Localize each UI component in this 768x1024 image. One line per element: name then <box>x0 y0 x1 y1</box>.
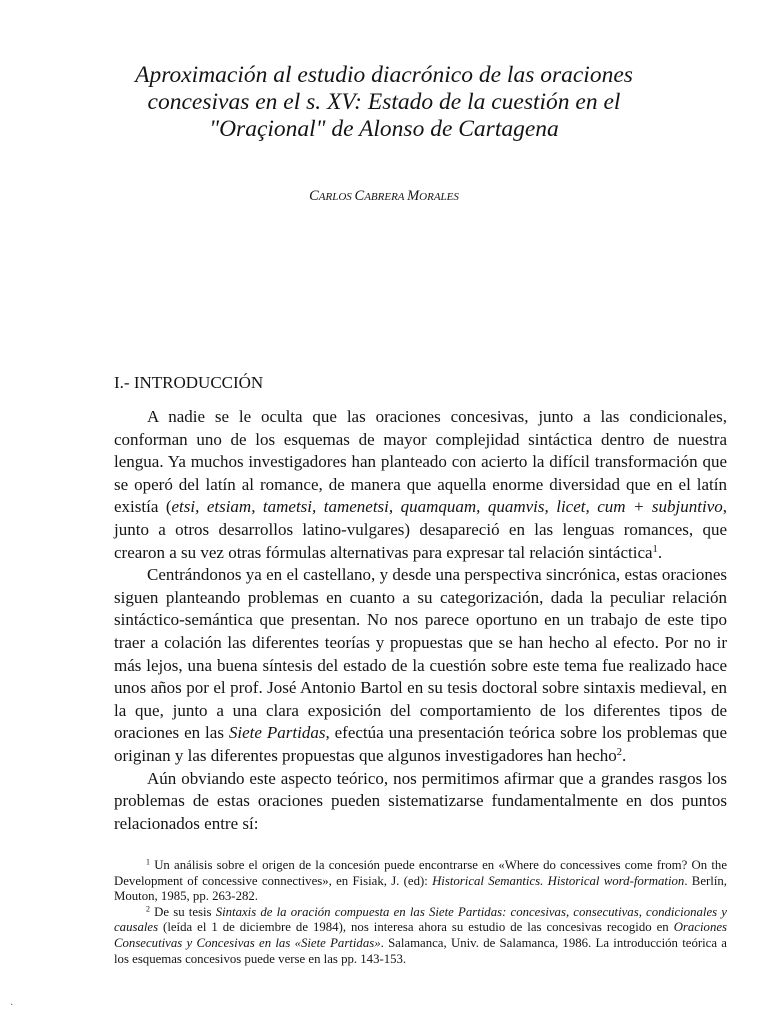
footnote-2 <box>114 905 727 967</box>
scan-mark: · <box>10 1000 14 1011</box>
footnote-2-text-e: . Salamanca, Univ. de Salamanca, 1986. La introducción teórica a los esquemas concesivos puede verse en las pp. 143-153. <box>114 935 727 966</box>
body-text <box>114 406 727 835</box>
footnote-2-text-c: (leída el 1 de diciembre de 1984), nos interesa ahora su estudio de las concesivas recogido en <box>158 920 674 935</box>
footnotes <box>114 858 727 967</box>
author-smallcaps-2: ABRERA <box>364 191 408 203</box>
author-initial-2: C <box>354 188 365 204</box>
p2-text-a: Centrándonos ya en el castellano, y desde una perspectiva sincrónica, estas oraciones siguen planteando problemas en cuanto a su categorización, dada la peculiar relación sintáctico-semántica que presentan. No nos parece oportuno en un trabajo de este tipo traer a colación las diferentes teorías y propuestas que se han hecho al efecto. Por no ir más lejos, una buena síntesis del estado de la cuestión sobre este tema fue realizado hace unos años por el prof. José Antonio Bartol en su tesis doctoral sobre sintaxis medieval, en la que, junto a una clara exposición del comportamiento de los diferentes tipos de oraciones en las <box>114 565 727 743</box>
footnote-1-text-a: Un análisis sobre el origen de la concesión puede encontrarse en «Where do concessives come from? On the Development of concessive connectives», en Fisiak, J. (ed): <box>114 858 727 888</box>
footnote-2-italic-1: Sintaxis de la oración compuesta en las Siete Partidas: concesivas, consecutivas, condicionales y causales <box>114 904 727 935</box>
footnote-1-text-c: . Berlín, Mouton, 1985, pp. 263-282. <box>114 873 727 904</box>
title-line-1: Aproximación al estudio diacrónico de las oraciones <box>135 62 633 88</box>
paragraph-2: Centrándonos ya en el castellano, y desde una perspectiva sincrónica, estas oraciones siguen planteando problemas en cuanto a su categorización, dada la peculiar relación sintáctico-semántica que presentan. No nos parece oportuno en un trabajo de este tipo traer a colación las diferentes teorías y propuestas que se han hecho al efecto. Por no ir más lejos, una buena síntesis del estado de la cuestión sobre este tema fue realizado hace unos años por el prof. José Antonio Bartol en su tesis doctoral sobre sintaxis medieval, en la que, junto a una clara exposición del comportamiento de los diferentes tipos de oraciones en las Siete Partidas, efectúa una presentación teórica sobre los problemas que originan y las diferentes propuestas que algunos investigadores han hecho$^2$. <box>114 565 727 765</box>
p2-italic-title: Siete Partidas <box>228 723 326 743</box>
author-smallcaps-3: ORALES <box>419 191 459 203</box>
p1-text-c: , junto a otros desarrollos latino-vulgares) desapareció en las lenguas romances, que crearon a su vez otras fórmulas alternativas para expresar tal relación sintáctica <box>114 497 727 562</box>
footnote-1 <box>114 858 727 905</box>
article-title <box>0 62 768 143</box>
author-initial-1: C <box>309 188 319 204</box>
paragraph-1: A nadie se le oculta que las oraciones concesivas, junto a las condicionales, conforman uno de los esquemas de mayor complejidad sintáctica dentro de nuestra lengua. Ya muchos investigadores han planteado con acierto la difícil transformación que se operó del latín al romance, de manera que aquella enorme diversidad que en el latín existía (etsi, etsiam, tametsi, tamenetsi, quamquam, quamvis, licet, cum + subjuntivo, junto a otros desarrollos latino-vulgares) desapareció en las lenguas romances, que crearon a su vez otras fórmulas alternativas para expresar tal relación sintáctica$^1$. <box>114 407 727 562</box>
section-heading: I.- INTRODUCCIÓN <box>114 373 264 392</box>
p2-text-c: , efectúa una presentación teórica sobre los problemas que originan y las diferentes propuestas que algunos investigadores han hecho <box>114 723 727 765</box>
footnote-2-number: 2 <box>146 904 150 914</box>
p1-text-a: A nadie se le oculta que las oraciones concesivas, junto a las condicionales, conforman uno de los esquemas de mayor complejidad sintáctica dentro de nuestra lengua. Ya muchos investigadores han planteado con acierto la difícil transformación que se operó del latín al romance, de manera que aquella enorme diversidad que en el latín existía ( <box>114 407 727 517</box>
title-line-2: concesivas en el s. XV: Estado de la cuestión en el <box>147 89 621 115</box>
author-name <box>0 188 768 205</box>
footnote-ref-2[interactable]: 2 <box>616 747 623 759</box>
footnote-1-italic: Historical Semantics. Historical word-formation <box>432 873 685 888</box>
author-smallcaps-1: ARLOS <box>318 191 355 203</box>
footnote-2-italic-2: Oraciones Consecutivas y Concesivas en las «Siete Partidas» <box>114 920 727 950</box>
footnote-1-number: 1 <box>146 857 150 867</box>
author-initial-3: M <box>407 188 420 204</box>
footnote-2-text-a: De su tesis <box>149 904 216 919</box>
paragraph-3: Aún obviando este aspecto teórico, nos permitimos afirmar que a grandes rasgos los problemas de estas oraciones pueden sistematizarse fundamentalmente en dos puntos relacionados entre sí: <box>114 768 727 833</box>
p1-latin-conjunctions: etsi, etsiam, tametsi, tamenetsi, quamquam, quamvis, licet, cum + subjuntivo <box>171 497 723 517</box>
footnote-ref-1[interactable]: 1 <box>652 543 658 555</box>
title-line-3: "Oraçional" de Alonso de Cartagena <box>209 116 559 142</box>
